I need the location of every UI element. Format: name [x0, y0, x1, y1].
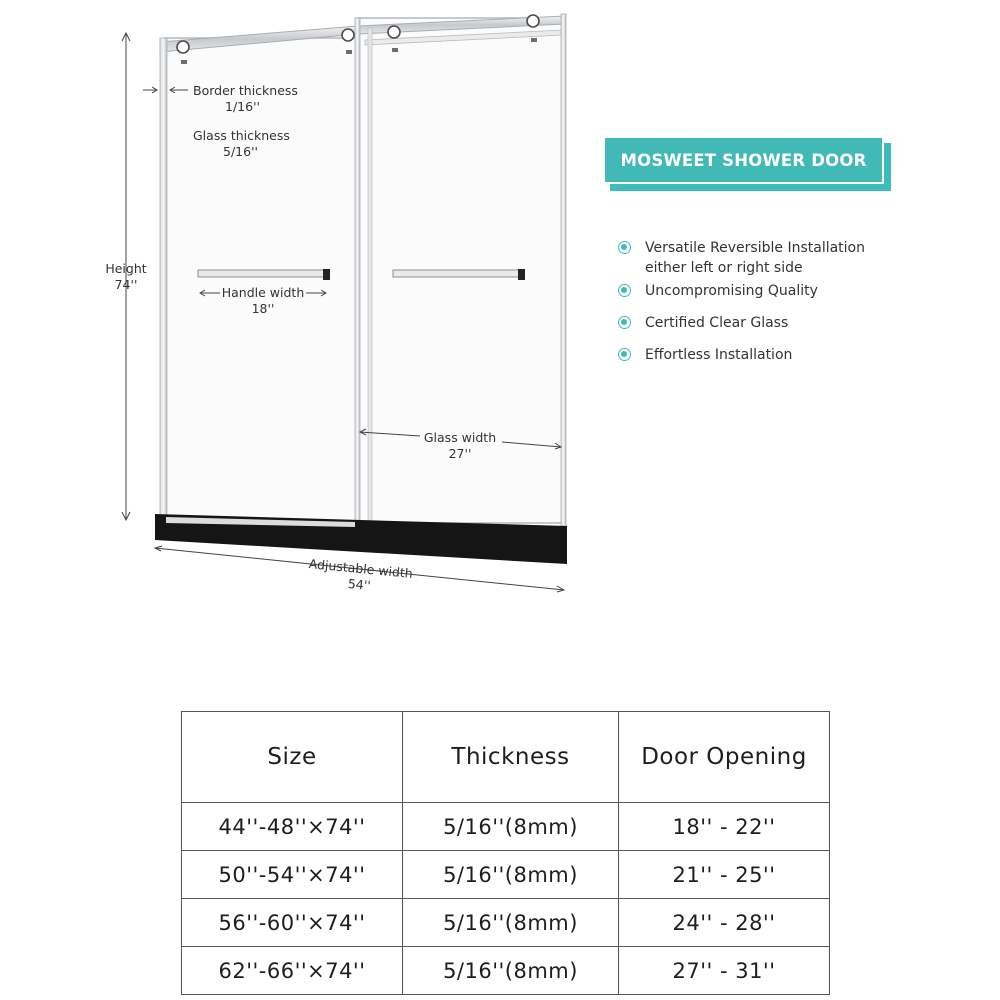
table-row: [182, 851, 830, 899]
glass-thickness-value: 5/16'': [223, 144, 258, 159]
roller-3: [388, 26, 400, 38]
header-thickness: Thickness: [403, 712, 619, 803]
glass-width-label: [410, 430, 510, 462]
table-row: [182, 899, 830, 947]
header-door-opening: Door Opening: [619, 712, 830, 803]
feature-subtext: either left or right side: [645, 260, 803, 276]
brand-badge: [603, 136, 884, 184]
feature-item: [618, 313, 788, 333]
table-row: [182, 803, 830, 851]
bullet-icon: [618, 241, 631, 254]
feature-item: [618, 281, 818, 301]
cell-door-opening: 21'' - 25'': [619, 851, 830, 899]
border-thickness-text: Border thickness: [193, 83, 298, 98]
header-size: Size: [182, 712, 403, 803]
cell-size: 44''-48''×74'': [182, 803, 403, 851]
cell-thickness: 5/16''(8mm): [403, 851, 619, 899]
handle-width-value: 18'': [251, 301, 275, 316]
roller-1: [177, 41, 189, 53]
size-spec-table: [181, 711, 830, 995]
cell-door-opening: 24'' - 28'': [619, 899, 830, 947]
center-post: [355, 18, 360, 528]
cell-door-opening: 27'' - 31'': [619, 947, 830, 995]
table-header-row: [182, 712, 830, 803]
height-text: Height: [105, 261, 147, 276]
feature-text: Uncompromising Quality: [645, 283, 818, 299]
left-handle: [198, 270, 326, 277]
feature-text: Versatile Reversible Installation: [645, 240, 865, 256]
bullet-icon: [618, 284, 631, 297]
table-row: [182, 947, 830, 995]
glass-width-text: Glass width: [423, 430, 497, 445]
right-handle: [393, 270, 522, 277]
glass-thickness-label: [193, 128, 290, 160]
roller-4: [527, 15, 539, 27]
height-value: 74'': [114, 277, 138, 292]
adjustable-width-value: 54'': [347, 575, 372, 594]
cell-size: 62''-66''×74'': [182, 947, 403, 995]
handle-width-label: [210, 285, 316, 317]
cell-size: 50''-54''×74'': [182, 851, 403, 899]
glass-width-value: 27'': [448, 446, 472, 461]
feature-text: Certified Clear Glass: [645, 315, 789, 331]
cell-thickness: 5/16''(8mm): [403, 899, 619, 947]
glass-thickness-text: Glass thickness: [193, 128, 290, 143]
adjustable-width-text: Adjustable width: [308, 556, 414, 582]
bullet-icon: [618, 316, 631, 329]
cell-thickness: 5/16''(8mm): [403, 803, 619, 851]
roller-2: [342, 29, 354, 41]
border-thickness-value: 1/16'': [225, 99, 260, 114]
handle-width-text: Handle width: [221, 285, 305, 300]
cell-door-opening: 18'' - 22'': [619, 803, 830, 851]
feature-text: Effortless Installation: [645, 347, 793, 363]
bullet-icon: [618, 348, 631, 361]
right-wall-post: [561, 14, 566, 526]
feature-item: [618, 238, 865, 278]
cell-thickness: 5/16''(8mm): [403, 947, 619, 995]
height-label: [98, 261, 154, 293]
left-wall-post: [160, 38, 167, 523]
cell-size: 56''-60''×74'': [182, 899, 403, 947]
feature-item: [618, 345, 792, 365]
border-thickness-label: [193, 83, 298, 115]
brand-badge-title: MOSWEET SHOWER DOOR: [620, 150, 867, 170]
